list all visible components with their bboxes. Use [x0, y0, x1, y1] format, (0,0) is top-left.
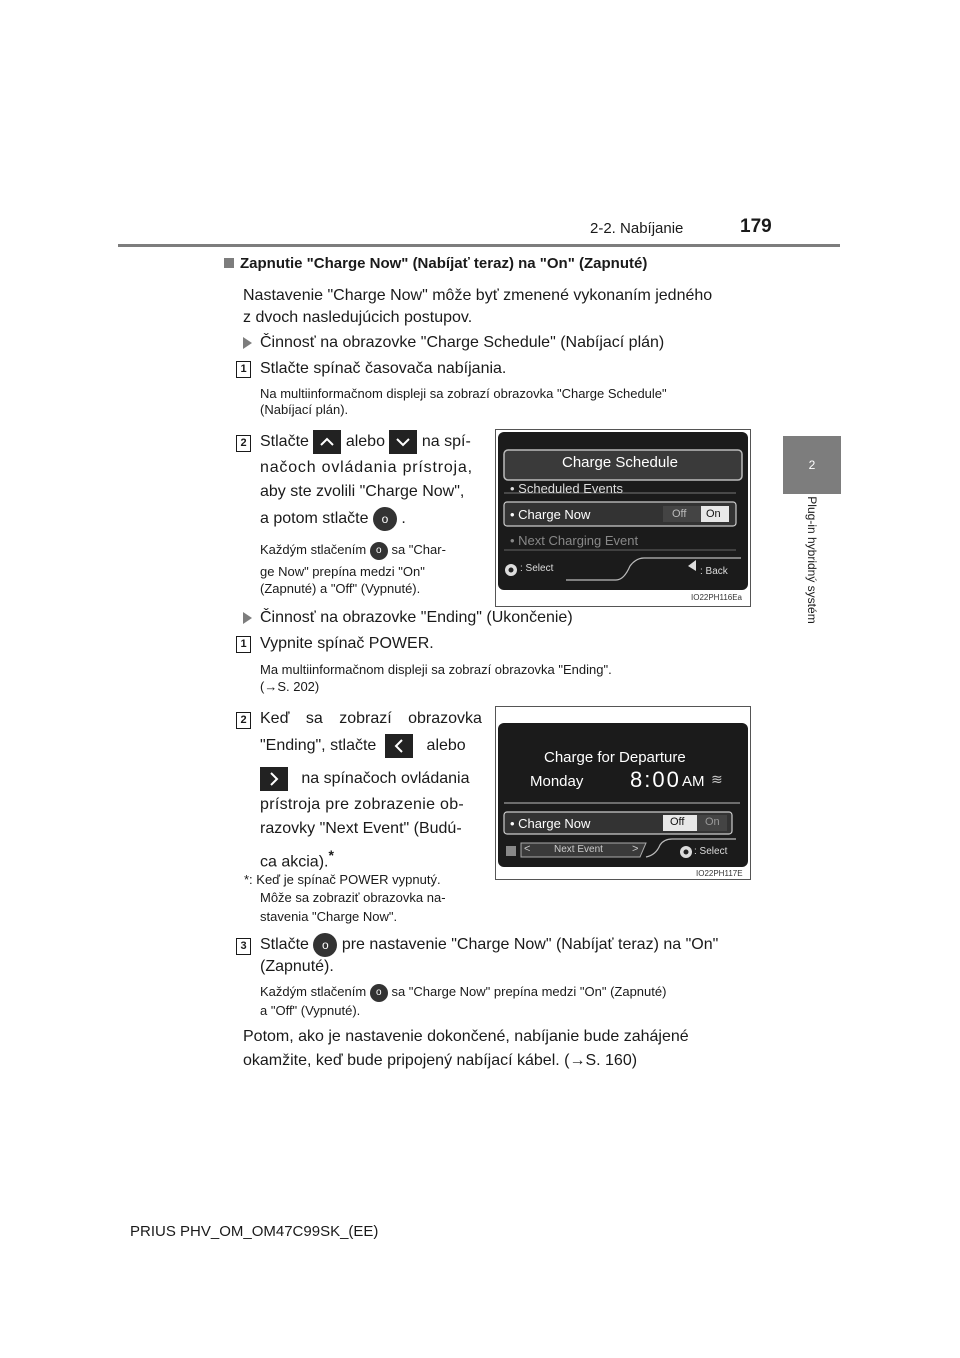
step2-line4-end: .: [401, 510, 406, 528]
screen-item: • Next Charging Event: [510, 533, 639, 548]
m2-step2-line-1: Keď sa zobrazí obrazovka: [260, 710, 482, 727]
m2-step3-note-2: a "Off" (Vypnuté).: [260, 1003, 361, 1018]
arrow-bullet-icon: [243, 612, 252, 624]
m2-step2-line-6: [260, 843, 334, 874]
m2-step2-line-2: [260, 734, 466, 758]
intro-line-2: z dvoch nasledujúcich postupov.: [243, 309, 473, 326]
chapter-tab: 2: [783, 436, 841, 494]
m2-step3-note-1: [260, 983, 666, 1002]
left-chevron-icon: <: [524, 843, 531, 855]
step-number: 3: [236, 938, 251, 955]
step-number: 2: [236, 712, 251, 729]
select-button-icon: o: [370, 984, 388, 1002]
on-option: On: [705, 816, 720, 828]
down-arrow-button-icon: [389, 430, 417, 454]
charge-now-label: Charge Now: [518, 816, 591, 831]
m2-step2-text-d: ca akcia).: [260, 853, 329, 871]
screen-title: Charge for Departure: [544, 749, 686, 766]
m2-step1-note-2: (→S. 202): [260, 679, 320, 694]
charge-departure-screen-figure: [495, 706, 751, 880]
m2-step2-line-5: razovky "Next Event" (Budú-: [260, 820, 462, 837]
step2-line-4: [260, 507, 406, 531]
off-option: Off: [670, 816, 685, 828]
header-rule: [118, 244, 840, 247]
screen-item: • Charge Now: [510, 507, 591, 522]
m2-step2-text-b: alebo: [426, 737, 466, 755]
figure-code: IO22PH117E: [696, 869, 743, 878]
next-charging-event-label: Next Charging Event: [518, 533, 639, 548]
left-arrow-button-icon: [385, 734, 413, 758]
step-number: 1: [236, 636, 251, 653]
footnote-line-2: Môže sa zobraziť obrazovka na-: [260, 890, 446, 905]
up-arrow-button-icon: [313, 430, 341, 454]
step2-note-a: Každým stlačením: [260, 542, 367, 557]
step2-note-3: (Zapnuté) a "Off" (Vypnuté).: [260, 581, 421, 596]
m2-step2-text-c: na spínačoch ovládania: [301, 770, 470, 788]
square-bullet-icon: [224, 258, 234, 268]
select-button-icon: o: [313, 933, 337, 957]
select-button-icon: o: [370, 542, 388, 560]
departure-time: 8:00: [630, 767, 681, 792]
figure-code: IO22PH116Ea: [691, 593, 742, 602]
step2-text-c: na spí-: [421, 433, 471, 451]
m2-step3-note-b: sa "Charge Now" prepína medzi "On" (Zapnuté): [391, 984, 667, 999]
charge-now-label: Charge Now: [518, 507, 591, 522]
step-number: 1: [236, 361, 251, 378]
am-pm: AM: [682, 773, 705, 790]
scheduled-events-label: Scheduled Events: [518, 481, 623, 496]
m2-step3-text-b: pre nastavenie "Charge Now" (Nabíjať teraz) na "On": [341, 936, 719, 954]
right-arrow-button-icon: [260, 767, 288, 791]
closing-line-2: okamžite, keď bude pripojený nabíjací kábel. (→S. 160): [243, 1052, 638, 1069]
section-title: 2-2. Nabíjanie: [590, 220, 684, 237]
m2-step2-text-a: "Ending", stlačte: [260, 737, 377, 755]
back-hint: : Back: [700, 566, 728, 577]
charge-schedule-screen-figure: [495, 429, 751, 607]
m2-step3-line-1: [260, 933, 718, 957]
document-footer: PRIUS PHV_OM_OM47C99SK_(EE): [130, 1223, 379, 1240]
m2-step3-note-a: Každým stlačením: [260, 984, 367, 999]
select-hint: : Select: [694, 846, 728, 857]
section-heading: [224, 255, 647, 272]
method1-title: [243, 331, 664, 355]
method1-title-text: Činnosť na obrazovke "Charge Schedule" (Nabíjací plán): [260, 334, 665, 351]
step1-note-1: Na multiinformačnom displeji sa zobrazí obrazovka "Charge Schedule": [260, 386, 667, 401]
step2-line-1: [260, 430, 471, 454]
heading-text: Zapnutie "Charge Now" (Nabíjať teraz) na "On" (Zapnuté): [240, 255, 648, 272]
step1-note-2: (Nabíjací plán).: [260, 402, 349, 417]
select-hint: : Select: [520, 563, 554, 574]
arrow-bullet-icon: [243, 337, 252, 349]
page-number: 179: [740, 216, 772, 237]
day-label: Monday: [530, 773, 584, 790]
footnote-marker: *: [328, 847, 334, 863]
method2-title-text: Činnosť na obrazovke "Ending" (Ukončenie): [260, 609, 573, 626]
screen-title: Charge Schedule: [562, 454, 678, 471]
footnote-line-1: *: Keď je spínač POWER vypnutý.: [244, 872, 441, 887]
intro-line-1: Nastavenie "Charge Now" môže byť zmenené vykonaním jedného: [243, 287, 713, 304]
screen-item: • Scheduled Events: [510, 481, 623, 496]
step2-line-2: načoch ovládania prístroja,: [260, 459, 473, 476]
m2-step1-text: Vypnite spínač POWER.: [260, 635, 434, 652]
step2-text-b: alebo: [345, 433, 385, 451]
select-button-icon: o: [373, 507, 397, 531]
step1-text: Stlačte spínač časovača nabíjania.: [260, 360, 507, 377]
chapter-label: Plug-in hybridný systém: [805, 496, 819, 624]
m2-step3-text-a: Stlačte: [260, 936, 309, 954]
screen-item: • Charge Now: [510, 816, 591, 831]
m2-step2-line-3: [260, 767, 469, 791]
footnote-line-3: stavenia "Charge Now".: [260, 909, 398, 924]
climate-icon: ≋: [711, 771, 723, 787]
m2-step1-note-1: Ma multiinformačnom displeji sa zobrazí obrazovka "Ending".: [260, 662, 612, 677]
step2-note-1: [260, 541, 446, 560]
right-chevron-icon: >: [632, 843, 639, 855]
m2-step2-line-4: prístroja pre zobrazenie ob-: [260, 796, 465, 813]
step2-line4-text: a potom stlačte: [260, 510, 369, 528]
step2-text-a: Stlačte: [260, 433, 309, 451]
off-option: Off: [672, 508, 687, 520]
step2-note-b: sa "Char-: [391, 542, 446, 557]
step-number: 2: [236, 435, 251, 452]
on-option: On: [706, 508, 721, 520]
closing-line-1: Potom, ako je nastavenie dokončené, nabíjanie bude zahájené: [243, 1028, 689, 1045]
step2-note-2: ge Now" prepína medzi "On": [260, 564, 425, 579]
step2-line-3: aby ste zvolili "Charge Now",: [260, 483, 465, 500]
method2-title: [243, 606, 573, 630]
next-event-label: Next Event: [554, 844, 603, 855]
m2-step3-line-2: (Zapnuté).: [260, 958, 334, 975]
